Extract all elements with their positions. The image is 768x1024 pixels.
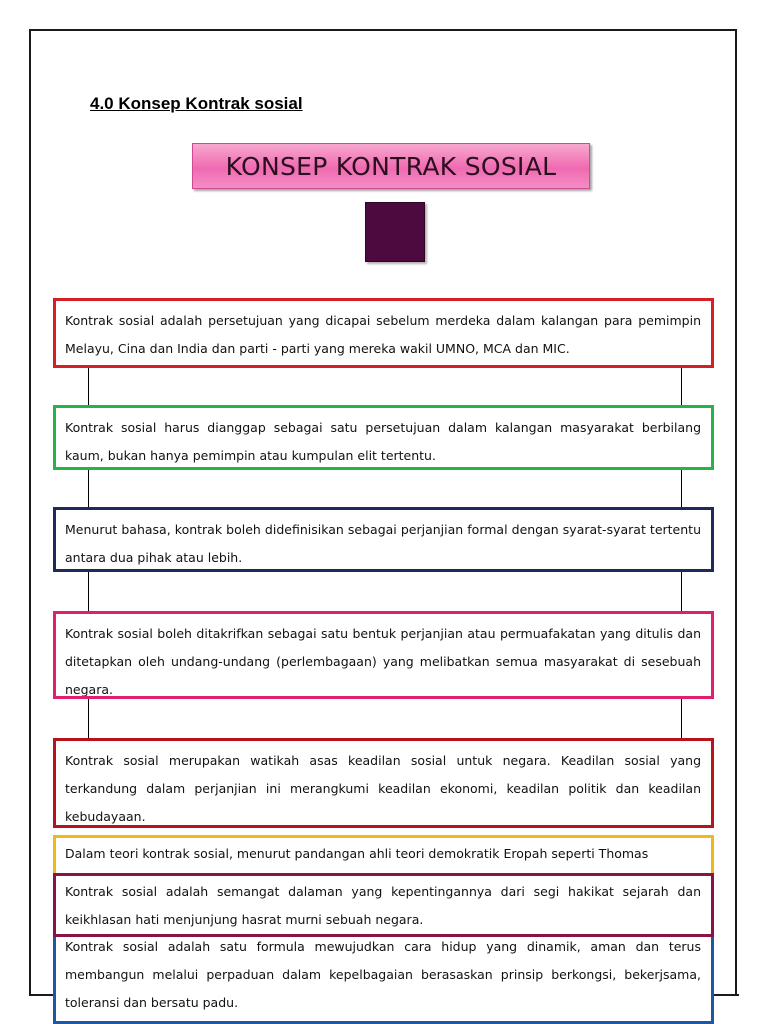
connector-line (681, 470, 682, 508)
concept-box-2 (53, 405, 714, 470)
concept-text: Kontrak sosial merupakan watikah asas keadilan sosial untuk negara. Keadilan sosial yang terkandung dalam perjanjian ini merangkumi keadilan ekonomi, keadilan politik dan keadilan kebudayaan. (65, 753, 701, 824)
concept-text: Kontrak sosial boleh ditakrifkan sebagai satu bentuk perjanjian atau permuafakatan yang ditulis dan ditetapkan oleh undang-undang (perlembagaan) yang melibatkan semua masyarakat di sesebuah negara. (65, 626, 701, 697)
concept-box-1 (53, 298, 714, 368)
connector-line (681, 572, 682, 612)
connector-line (88, 699, 89, 741)
concept-box-4 (53, 611, 714, 699)
concept-box-7 (53, 873, 714, 937)
concept-box-3 (53, 507, 714, 572)
connector-line (88, 470, 89, 508)
connector-line (88, 572, 89, 612)
concept-box-8 (53, 928, 714, 1024)
connector-line (681, 699, 682, 741)
diagram-title: KONSEP KONTRAK SOSIAL (192, 143, 590, 189)
concept-text: Kontrak sosial harus dianggap sebagai satu persetujuan dalam kalangan masyarakat berbilang kaum, bukan hanya pemimpin atau kumpulan elit tertentu. (65, 420, 701, 463)
concept-text: Kontrak sosial adalah persetujuan yang dicapai sebelum merdeka dalam kalangan para pemimpin Melayu, Cina dan India dan parti - parti yang mereka wakil UMNO, MCA dan MIC. (65, 313, 701, 356)
concept-text: Kontrak sosial adalah satu formula mewujudkan cara hidup yang dinamik, aman dan terus membangun melalui perpaduan dalam kepelbagaian berasaskan prinsip berkongsi, bekerjsama, toleransi dan bersatu padu. (65, 939, 701, 1010)
center-square-shape (365, 202, 425, 262)
concept-box-5 (53, 738, 714, 828)
concept-text: Kontrak sosial adalah semangat dalaman yang kepentingannya dari segi hakikat sejarah dan keikhlasan hati menjunjung hasrat murni sebuah negara. (65, 884, 701, 927)
concept-text: Menurut bahasa, kontrak boleh didefinisikan sebagai perjanjian formal dengan syarat-syarat tertentu antara dua pihak atau lebih. (65, 522, 701, 565)
concept-text: Dalam teori kontrak sosial, menurut pandangan ahli teori demokratik Eropah seperti Thomas (65, 846, 649, 861)
section-heading: 4.0 Konsep Kontrak sosial (90, 94, 303, 113)
